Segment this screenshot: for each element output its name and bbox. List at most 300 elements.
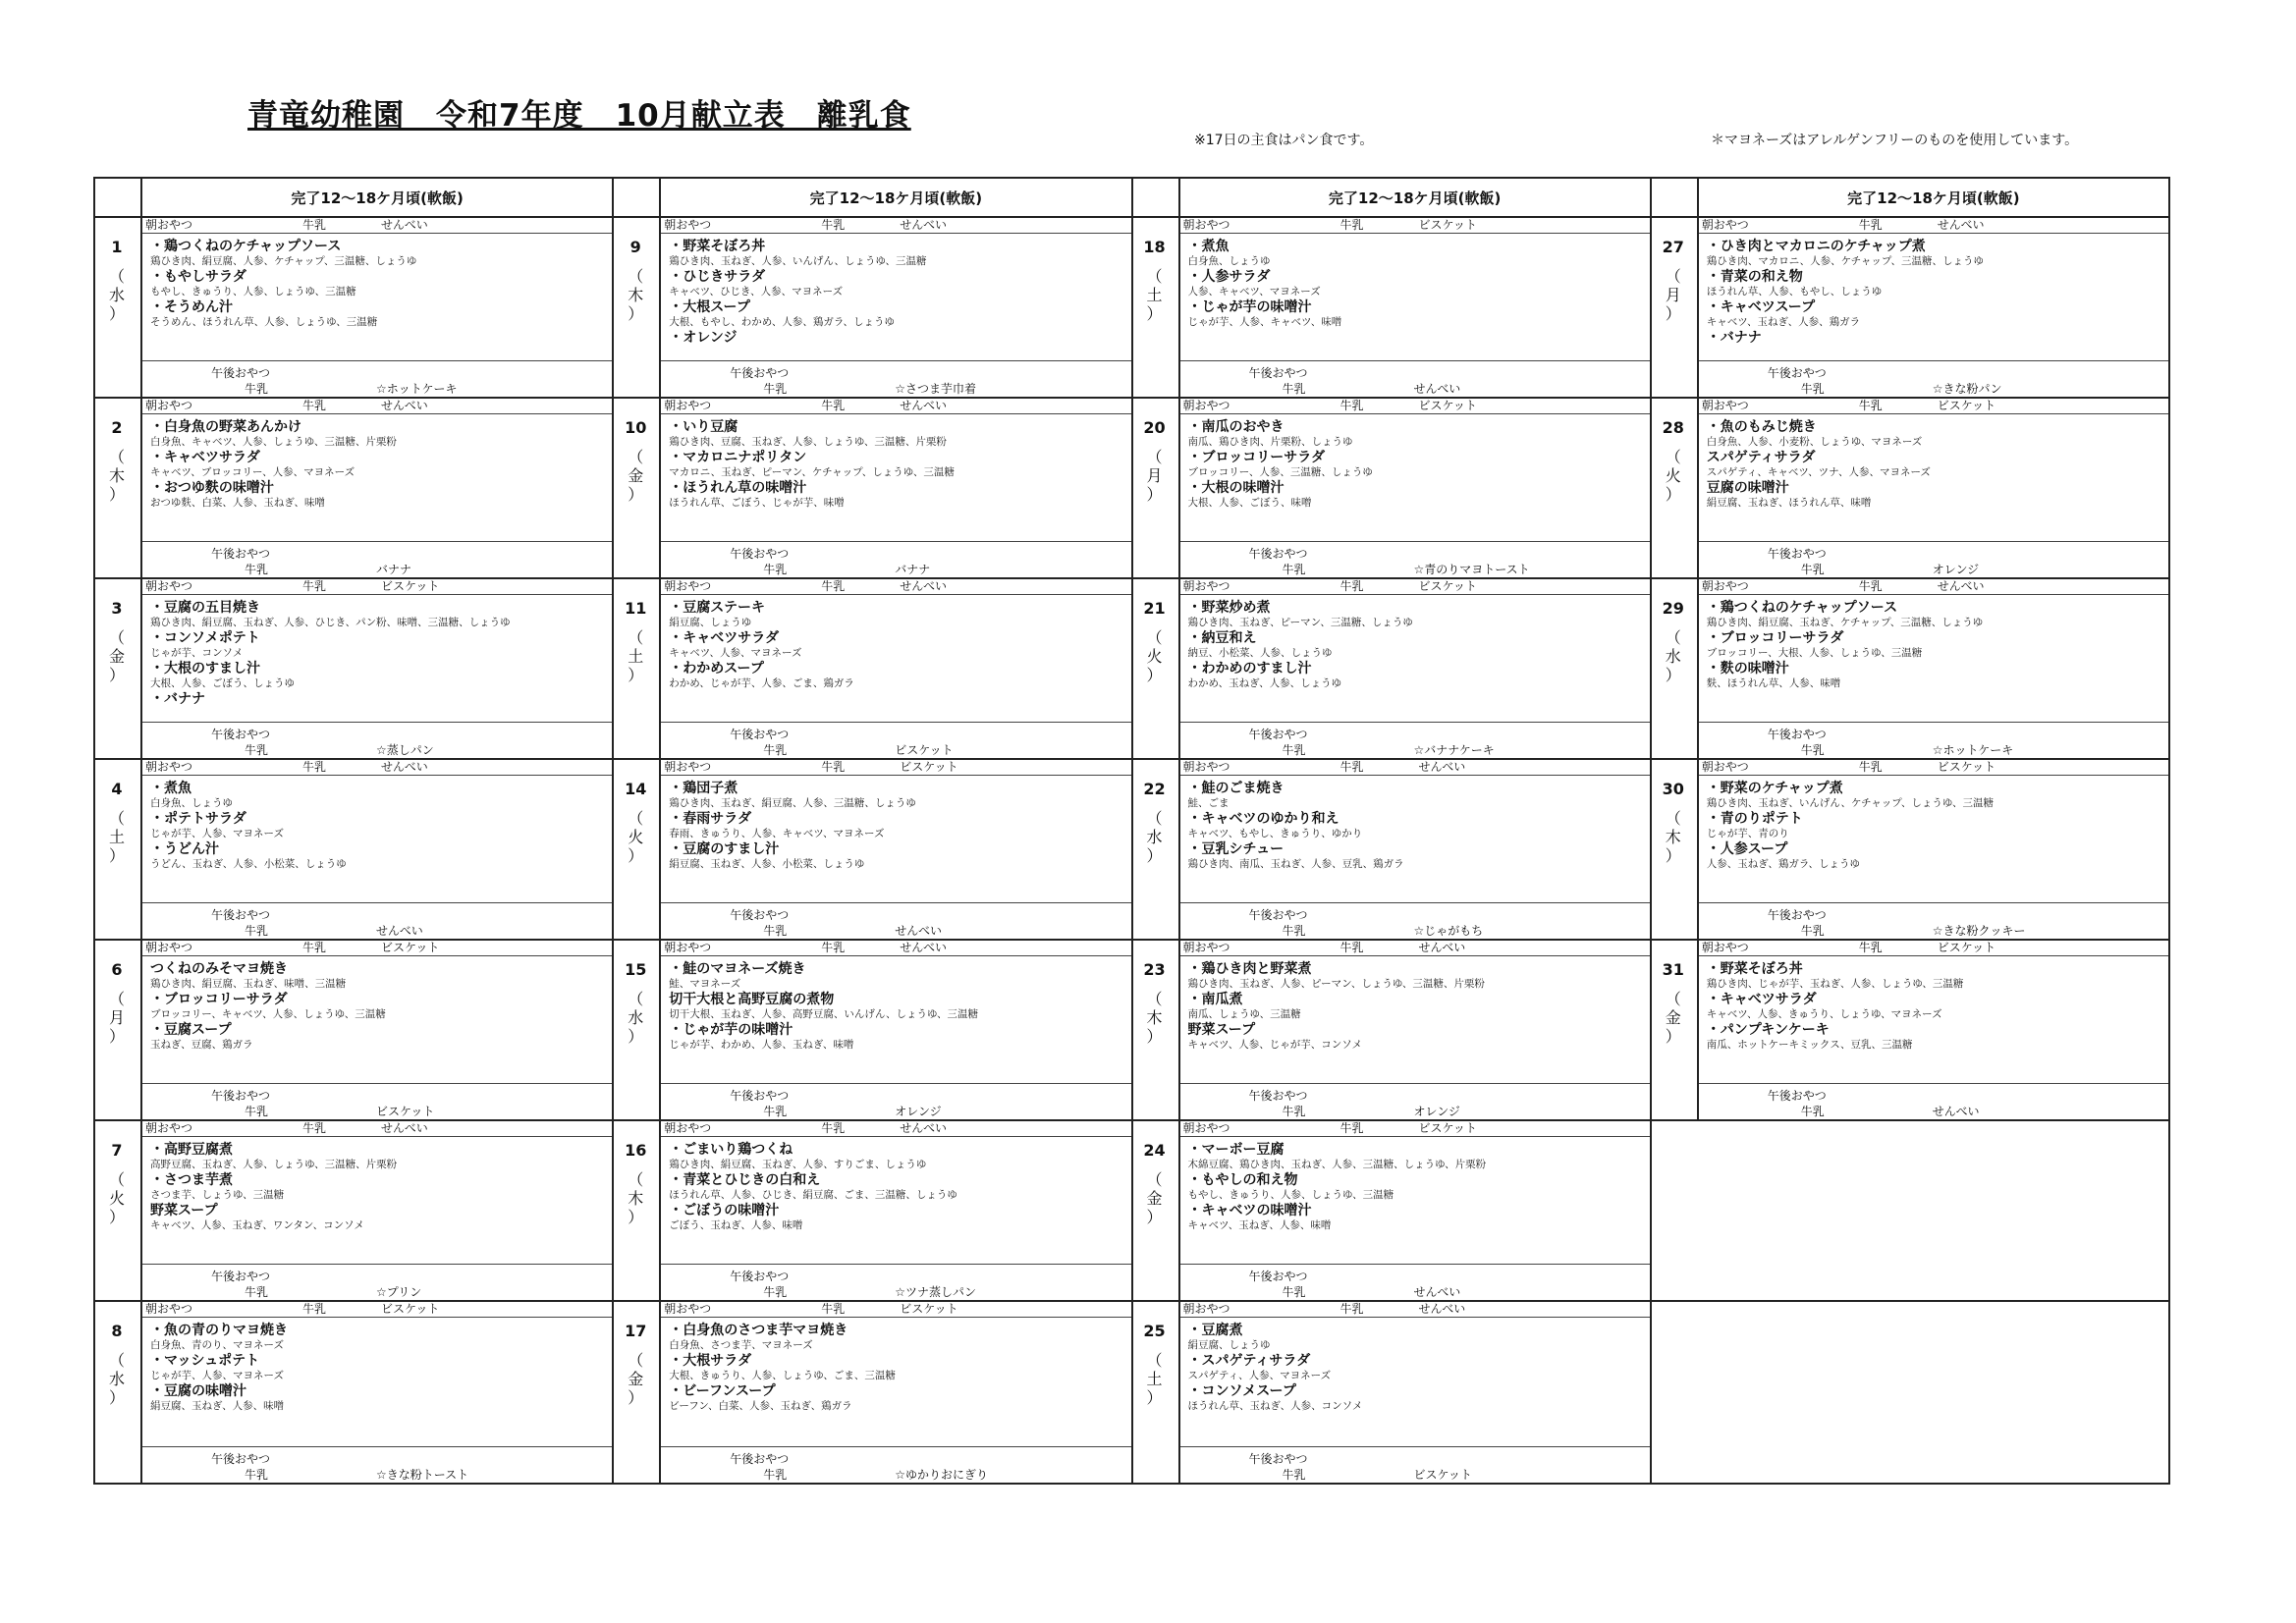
morning-snack-row	[1180, 579, 1650, 595]
weekday-label	[95, 809, 138, 865]
dish-ingredients: ブロッコリー、人参、三温糖、しょうゆ	[1187, 466, 1373, 478]
dish-name: ・うどん汁	[150, 841, 219, 857]
menu-content	[661, 1302, 1130, 1483]
weekday-label	[95, 267, 138, 323]
weekday-char: （	[628, 1170, 644, 1189]
dish-ingredients: 鶏ひき肉、玉ねぎ、いんげん、ケチャップ、しょうゆ、三温糖	[1706, 797, 1994, 809]
dish-name: ・ひじきサラダ	[669, 269, 766, 285]
morning-snack-label: 朝おやつ	[1182, 941, 1230, 954]
dish-name: ・納豆和え	[1187, 630, 1257, 646]
afternoon-milk: 牛乳	[245, 382, 269, 396]
weekday-char: ）	[628, 1208, 644, 1226]
morning-snack-item: せんべい	[1418, 760, 1466, 774]
morning-snack-label: 朝おやつ	[664, 941, 712, 954]
dish-ingredients: キャベツ、人参、マヨネーズ	[669, 647, 802, 659]
morning-milk: 牛乳	[302, 760, 327, 774]
afternoon-snack-label: 午後おやつ	[730, 908, 790, 922]
date-column	[1652, 579, 1699, 758]
afternoon-snack-label: 午後おやつ	[211, 1452, 271, 1466]
weekday-char: 月	[108, 1008, 125, 1027]
menu-content	[142, 1121, 612, 1300]
dish-name: ・マーボー豆腐	[1187, 1142, 1285, 1158]
day-cell	[614, 941, 1130, 1121]
afternoon-snack-label: 午後おやつ	[211, 547, 271, 561]
afternoon-snack-item: ビスケット	[895, 743, 954, 757]
dish-name: ・もやしサラダ	[150, 269, 246, 285]
dish-name: ・ほうれん草の味噌汁	[669, 480, 807, 496]
afternoon-snack-item: バナナ	[376, 563, 412, 576]
dish-ingredients: ほうれん草、人参、ひじき、絹豆腐、ごま、三温糖、しょうゆ	[669, 1189, 957, 1201]
lunch-menu	[1180, 1318, 1650, 1447]
weekday-char: （	[1146, 809, 1163, 828]
weekday-label	[614, 1351, 657, 1407]
dish-ingredients: じゃが芋、人参、マヨネーズ	[150, 1370, 284, 1381]
afternoon-snack-label: 午後おやつ	[1248, 366, 1308, 380]
weekday-label	[95, 1351, 138, 1407]
dish-ingredients: もやし、きゅうり、人参、しょうゆ、三温糖	[150, 286, 356, 298]
weekday-char: ）	[628, 846, 644, 865]
dish-name: ・鮭のマヨネーズ焼き	[669, 961, 806, 977]
dish-ingredients: じゃが芋、コンソメ	[150, 647, 244, 659]
dish-name: つくねのみそマヨ焼き	[150, 961, 288, 977]
weekday-char: （	[108, 990, 125, 1008]
afternoon-snack	[1180, 1447, 1650, 1483]
weekday-char: ）	[1665, 666, 1681, 684]
weekday-char: ）	[108, 1027, 125, 1046]
weekday-label	[1133, 267, 1176, 323]
afternoon-snack	[661, 1265, 1130, 1300]
day-number: 3	[111, 599, 123, 618]
dish-name: ・青のりポテト	[1706, 811, 1803, 827]
dish-ingredients: ごぼう、玉ねぎ、人参、味噌	[669, 1219, 803, 1231]
lunch-menu	[1180, 595, 1650, 723]
afternoon-snack-label: 午後おやつ	[211, 728, 271, 741]
page-title: 青竜幼稚園 令和7年度 10月献立表 離乳食	[247, 98, 911, 134]
dish-ingredients: うどん、玉ねぎ、人参、小松菜、しょうゆ	[150, 858, 347, 870]
afternoon-snack	[1699, 542, 2168, 577]
morning-snack-item: ビスケット	[1937, 760, 1996, 774]
date-column	[614, 399, 661, 577]
morning-milk: 牛乳	[302, 941, 327, 954]
afternoon-snack	[142, 542, 612, 577]
weekday-char: ）	[1665, 304, 1681, 323]
day-cell	[95, 218, 612, 399]
dish-ingredients: 高野豆腐、玉ねぎ、人参、しょうゆ、三温糖、片栗粉	[150, 1159, 398, 1170]
dish-ingredients: 切干大根、玉ねぎ、人参、高野豆腐、いんげん、しょうゆ、三温糖	[669, 1008, 979, 1020]
morning-snack-item: せんべい	[900, 1121, 948, 1135]
day-cell	[1652, 218, 2168, 399]
weekday-char: ）	[628, 304, 644, 323]
dish-name: ・豆腐スープ	[150, 1022, 232, 1038]
lunch-menu	[142, 956, 612, 1084]
morning-milk: 牛乳	[1339, 399, 1364, 412]
afternoon-snack	[1699, 1084, 2168, 1119]
dish-name: ・煮魚	[1187, 239, 1230, 254]
weekday-char: ）	[1146, 304, 1163, 323]
dish-name: ・鶏つくねのケチャップソース	[150, 239, 342, 254]
weekday-char: （	[108, 809, 125, 828]
dish-ingredients: 絹豆腐、しょうゆ	[1187, 1339, 1271, 1351]
date-column	[614, 1121, 661, 1300]
weekday-char: ）	[1146, 666, 1163, 684]
dish-name: ・白身魚の野菜あんかけ	[150, 419, 301, 435]
menu-content	[1699, 218, 2168, 397]
afternoon-snack	[661, 903, 1130, 939]
morning-snack-item: せんべい	[1937, 579, 1985, 593]
lunch-menu	[1180, 234, 1650, 361]
morning-milk: 牛乳	[1339, 579, 1364, 593]
mayonnaise-note: ＊マヨネーズはアレルゲンフリーのものを使用しています。	[1711, 133, 2079, 148]
afternoon-milk: 牛乳	[1800, 743, 1825, 757]
day-cell	[1652, 760, 2168, 941]
menu-content	[142, 760, 612, 939]
dish-name: ・マカロニナポリタン	[669, 450, 807, 465]
dish-name: ・麩の味噌汁	[1706, 661, 1789, 676]
day-cell	[614, 218, 1130, 399]
date-column	[1133, 941, 1180, 1119]
morning-snack-item: せんべい	[381, 399, 428, 412]
afternoon-milk: 牛乳	[1282, 924, 1306, 938]
lunch-menu	[142, 1318, 612, 1447]
menu-content	[1180, 941, 1650, 1119]
morning-snack-row	[142, 1121, 612, 1137]
day-cell	[95, 399, 612, 579]
afternoon-snack-label: 午後おやつ	[1767, 728, 1827, 741]
morning-snack-label: 朝おやつ	[664, 760, 712, 774]
morning-snack-label: 朝おやつ	[145, 579, 193, 593]
weekday-char: 木	[108, 466, 125, 485]
dish-ingredients: キャベツ、玉ねぎ、人参、味噌	[1187, 1219, 1332, 1231]
dish-name: ・もやしの和え物	[1187, 1172, 1298, 1188]
morning-milk: 牛乳	[1339, 941, 1364, 954]
weekday-char: 水	[1665, 647, 1681, 666]
day-cell	[614, 399, 1130, 579]
afternoon-snack	[1180, 1265, 1650, 1300]
day-number: 30	[1662, 780, 1684, 798]
morning-snack-label: 朝おやつ	[1701, 941, 1749, 954]
weekday-char: ）	[1146, 1027, 1163, 1046]
dish-name: ・青菜とひじきの白和え	[669, 1172, 821, 1188]
dish-name: 切干大根と高野豆腐の煮物	[669, 992, 835, 1007]
dish-ingredients: 鶏ひき肉、玉ねぎ、ピーマン、三温糖、しょうゆ	[1187, 617, 1413, 628]
afternoon-milk: 牛乳	[763, 1105, 788, 1118]
morning-snack-row	[1180, 941, 1650, 956]
morning-snack-label: 朝おやつ	[145, 1121, 193, 1135]
morning-snack-row	[661, 1302, 1130, 1318]
afternoon-snack-label: 午後おやつ	[730, 1270, 790, 1283]
morning-milk: 牛乳	[821, 941, 846, 954]
weekday-char: （	[1665, 809, 1681, 828]
afternoon-snack-item: ☆ホットケーキ	[376, 382, 458, 396]
dish-ingredients: ブロッコリー、大根、人参、しょうゆ、三温糖	[1706, 647, 1923, 659]
weekday-char: 火	[1665, 466, 1681, 485]
weekday-label	[614, 990, 657, 1046]
weekday-label	[1652, 267, 1695, 323]
day-cell	[1133, 399, 1650, 579]
weekday-label	[1652, 990, 1695, 1046]
morning-snack-row	[661, 760, 1130, 776]
weekday-label	[1133, 1170, 1176, 1226]
weekday-char: 水	[628, 1008, 644, 1027]
date-column	[1133, 1121, 1180, 1300]
menu-table	[93, 177, 2170, 1485]
afternoon-snack	[1180, 723, 1650, 758]
morning-snack-row	[1180, 760, 1650, 776]
date-column	[614, 218, 661, 397]
weekday-char: ）	[108, 1388, 125, 1407]
day-number: 17	[625, 1322, 647, 1340]
dish-ingredients: ブロッコリー、キャベツ、人参、しょうゆ、三温糖	[150, 1008, 386, 1020]
morning-milk: 牛乳	[1339, 1121, 1364, 1135]
date-column	[1652, 760, 1699, 939]
afternoon-snack-label: 午後おやつ	[1767, 366, 1827, 380]
afternoon-snack-label: 午後おやつ	[1767, 908, 1827, 922]
afternoon-snack-item: オレンジ	[895, 1105, 942, 1118]
dish-ingredients: 鶏ひき肉、玉ねぎ、人参、ピーマン、しょうゆ、三温糖、片栗粉	[1187, 978, 1485, 990]
lunch-menu	[1699, 776, 2168, 903]
morning-milk: 牛乳	[821, 1121, 846, 1135]
morning-snack-row	[1699, 579, 2168, 595]
weekday-char: （	[1146, 267, 1163, 286]
date-column	[95, 218, 142, 397]
dish-ingredients: 鶏ひき肉、絹豆腐、玉ねぎ、味噌、三温糖	[150, 978, 347, 990]
dish-name: ・ブロッコリーサラダ	[1187, 450, 1326, 465]
morning-snack-label: 朝おやつ	[1182, 218, 1230, 232]
menu-column	[95, 179, 614, 1483]
dish-ingredients: 大根、人参、ごぼう、味噌	[1187, 497, 1312, 509]
weekday-label	[614, 809, 657, 865]
dish-ingredients: 白身魚、さつま芋、マヨネーズ	[669, 1339, 813, 1351]
dish-name: ・スパゲティサラダ	[1187, 1353, 1311, 1369]
weekday-char: （	[108, 448, 125, 466]
dish-ingredients: 春雨、きゅうり、人参、キャベツ、マヨネーズ	[669, 828, 885, 839]
dish-ingredients: 人参、玉ねぎ、鶏ガラ、しょうゆ	[1706, 858, 1860, 870]
dish-ingredients: 木綿豆腐、鶏ひき肉、玉ねぎ、人参、三温糖、しょうゆ、片栗粉	[1187, 1159, 1487, 1170]
day-number: 18	[1143, 238, 1166, 256]
menu-column	[614, 179, 1132, 1483]
morning-snack-label: 朝おやつ	[145, 218, 193, 232]
day-number: 21	[1143, 599, 1166, 618]
weekday-char: ）	[1146, 1208, 1163, 1226]
afternoon-snack-item: せんべい	[1413, 382, 1461, 396]
weekday-char: 土	[108, 828, 125, 846]
day-cell	[1133, 760, 1650, 941]
afternoon-snack-item: ☆ホットケーキ	[1932, 743, 2014, 757]
morning-snack-label: 朝おやつ	[145, 399, 193, 412]
date-column	[614, 579, 661, 758]
morning-milk: 牛乳	[1858, 760, 1883, 774]
morning-snack-row	[142, 399, 612, 414]
dish-name: ・鶏ひき肉と野菜煮	[1187, 961, 1312, 977]
dish-name: ・春雨サラダ	[669, 811, 752, 827]
dish-name: ・野菜そぼろ丼	[669, 239, 766, 254]
afternoon-snack	[661, 361, 1130, 397]
morning-snack-item: ビスケット	[900, 760, 958, 774]
afternoon-snack	[1180, 361, 1650, 397]
day-number: 22	[1143, 780, 1166, 798]
day-cell	[1133, 1121, 1650, 1302]
date-column	[614, 941, 661, 1119]
morning-snack-label: 朝おやつ	[1701, 399, 1749, 412]
morning-milk: 牛乳	[821, 760, 846, 774]
day-number: 8	[111, 1322, 123, 1340]
afternoon-snack-item: バナナ	[895, 563, 931, 576]
day-number: 14	[625, 780, 647, 798]
day-number: 2	[111, 418, 123, 437]
menu-content	[1180, 760, 1650, 939]
date-column	[614, 1302, 661, 1483]
morning-snack-label: 朝おやつ	[145, 760, 193, 774]
morning-snack-item: せんべい	[381, 1121, 428, 1135]
dish-ingredients: スパゲティ、キャベツ、ツナ、人参、マヨネーズ	[1706, 466, 1931, 478]
weekday-char: 月	[1665, 286, 1681, 304]
day-cell	[1133, 941, 1650, 1121]
morning-snack-label: 朝おやつ	[1701, 760, 1749, 774]
menu-content	[661, 579, 1130, 758]
morning-snack-item: ビスケット	[381, 579, 440, 593]
header-spacer	[1133, 179, 1180, 216]
lunch-menu	[142, 776, 612, 903]
dish-ingredients: 鮭、マヨネーズ	[669, 978, 741, 990]
afternoon-snack-item: ビスケット	[376, 1105, 435, 1118]
afternoon-milk: 牛乳	[763, 563, 788, 576]
menu-content	[1699, 760, 2168, 939]
dish-ingredients: 大根、もやし、わかめ、人参、鶏ガラ、しょうゆ	[669, 316, 895, 328]
afternoon-snack-label: 午後おやつ	[1248, 547, 1308, 561]
weekday-char: 火	[628, 828, 644, 846]
date-column	[1133, 399, 1180, 577]
day-cell	[614, 1121, 1130, 1302]
day-cell	[1652, 399, 2168, 579]
dish-ingredients: そうめん、ほうれん草、人参、しょうゆ、三温糖	[150, 316, 378, 328]
dish-name: ・人参スープ	[1706, 841, 1788, 857]
date-column	[95, 399, 142, 577]
dish-ingredients: 鶏ひき肉、玉ねぎ、絹豆腐、人参、三温糖、しょうゆ	[669, 797, 916, 809]
afternoon-milk: 牛乳	[1282, 1285, 1306, 1299]
dish-ingredients: キャベツ、もやし、きゅうり、ゆかり	[1187, 828, 1363, 839]
date-column	[614, 760, 661, 939]
morning-snack-row	[1699, 760, 2168, 776]
dish-ingredients: ほうれん草、人参、もやし、しょうゆ	[1706, 286, 1883, 298]
column-header	[1652, 179, 2168, 218]
weekday-char: （	[628, 1351, 644, 1370]
dish-name: ・鶏団子煮	[669, 781, 738, 796]
dish-ingredients: 絹豆腐、玉ねぎ、ほうれん草、味噌	[1706, 497, 1872, 509]
afternoon-milk: 牛乳	[245, 1285, 269, 1299]
menu-content	[142, 218, 612, 397]
afternoon-milk: 牛乳	[763, 743, 788, 757]
afternoon-snack	[1180, 903, 1650, 939]
day-cell	[1652, 941, 2168, 1121]
weekday-char: （	[1146, 448, 1163, 466]
day-cell	[1133, 579, 1650, 760]
dish-name: ・バナナ	[1706, 330, 1762, 346]
dish-name: ・キャベツサラダ	[1706, 992, 1817, 1007]
date-column	[1133, 1302, 1180, 1483]
afternoon-milk: 牛乳	[1282, 1468, 1306, 1482]
menu-content	[1699, 399, 2168, 577]
morning-milk: 牛乳	[821, 399, 846, 412]
afternoon-milk: 牛乳	[245, 563, 269, 576]
lunch-menu	[1699, 956, 2168, 1084]
dish-name: ・豆腐のすまし汁	[669, 841, 780, 857]
weekday-char: ）	[628, 1027, 644, 1046]
afternoon-snack-label: 午後おやつ	[730, 366, 790, 380]
day-number: 27	[1662, 238, 1684, 256]
weekday-char: （	[1146, 1351, 1163, 1370]
weekday-char: 木	[1665, 828, 1681, 846]
afternoon-snack	[142, 1084, 612, 1119]
dish-name: ・いり豆腐	[669, 419, 738, 435]
weekday-char: ）	[108, 846, 125, 865]
morning-snack-row	[142, 218, 612, 234]
afternoon-milk: 牛乳	[1800, 1105, 1825, 1118]
weekday-label	[95, 1170, 138, 1226]
dish-name: ・青菜の和え物	[1706, 269, 1803, 285]
morning-snack-label: 朝おやつ	[145, 1302, 193, 1316]
dish-ingredients: わかめ、玉ねぎ、人参、しょうゆ	[1187, 677, 1342, 689]
afternoon-milk: 牛乳	[245, 1468, 269, 1482]
dish-ingredients: 絹豆腐、玉ねぎ、人参、味噌	[150, 1400, 285, 1412]
weekday-char: （	[628, 267, 644, 286]
date-column	[1652, 399, 1699, 577]
dish-ingredients: マカロニ、玉ねぎ、ピーマン、ケチャップ、しょうゆ、三温糖	[669, 466, 955, 478]
column-header-label: 完了12～18ケ月頃(軟飯)	[809, 189, 983, 207]
weekday-char: 火	[1146, 647, 1163, 666]
weekday-label	[1133, 809, 1176, 865]
menu-content	[142, 399, 612, 577]
morning-snack-item: せんべい	[381, 760, 428, 774]
dish-ingredients: キャベツ、ブロッコリー、人参、マヨネーズ	[150, 466, 355, 478]
weekday-char: ）	[628, 666, 644, 684]
dish-name: ・豆腐の五目焼き	[150, 600, 260, 616]
morning-milk: 牛乳	[1339, 760, 1364, 774]
morning-snack-label: 朝おやつ	[664, 579, 712, 593]
weekday-char: 土	[628, 647, 644, 666]
afternoon-snack-label: 午後おやつ	[730, 547, 790, 561]
menu-content	[1699, 941, 2168, 1119]
weekday-char: ）	[628, 485, 644, 504]
dish-name: ・キャベツサラダ	[669, 630, 780, 646]
afternoon-snack-label: 午後おやつ	[730, 728, 790, 741]
weekday-char: （	[108, 267, 125, 286]
weekday-label	[95, 990, 138, 1046]
day-cell	[614, 1302, 1130, 1483]
afternoon-snack-item: ☆きな粉パン	[1932, 382, 2002, 396]
weekday-label	[1652, 448, 1695, 504]
dish-ingredients: ビーフン、白菜、人参、玉ねぎ、鶏ガラ	[669, 1400, 852, 1412]
dish-name: ・ひき肉とマカロニのケチャップ煮	[1706, 239, 1926, 254]
morning-snack-label: 朝おやつ	[1182, 579, 1230, 593]
afternoon-snack	[1699, 723, 2168, 758]
dish-ingredients: 鮭、ごま	[1187, 797, 1230, 809]
dish-ingredients: わかめ、じゃが芋、人参、ごま、鶏ガラ	[669, 677, 854, 689]
day-cell	[1133, 218, 1650, 399]
empty-cell	[1652, 1121, 2168, 1302]
weekday-char: ）	[108, 485, 125, 504]
weekday-char: 木	[628, 1189, 644, 1208]
empty-area	[1652, 1121, 2168, 1300]
morning-snack-row	[142, 760, 612, 776]
dish-name: ・野菜そぼろ丼	[1706, 961, 1803, 977]
afternoon-snack-item: オレンジ	[1413, 1105, 1460, 1118]
weekday-label	[1133, 448, 1176, 504]
dish-name: ・魚の青のりマヨ焼き	[150, 1323, 288, 1338]
dish-ingredients: 絹豆腐、玉ねぎ、人参、小松菜、しょうゆ	[669, 858, 865, 870]
weekday-label	[1133, 628, 1176, 684]
lunch-menu	[1180, 776, 1650, 903]
afternoon-milk: 牛乳	[763, 1468, 788, 1482]
